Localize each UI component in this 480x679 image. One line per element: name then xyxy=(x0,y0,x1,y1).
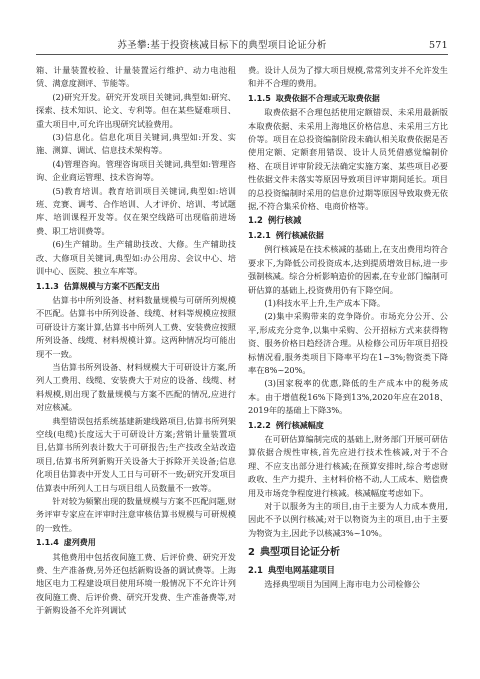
section-title: 虚列费用 xyxy=(63,538,96,548)
section-heading xyxy=(248,229,448,242)
paragraph: (2)研究开发。研究开发项目关键词,典型如:研究、探索、技术知识、论文、专利等。但在某些疑难项目、重大项目中,可允许出现研究试验费用。 xyxy=(36,91,236,129)
paragraph: 典型错误包括系统基建新建线路项目,估算书所列架空线(电缆)长度远大于可研设计方案;营销计量装置项目,估算书所列表计数大于可研报告;生产技改全站改造项目,估算书所列新购开关设备大于拆除开关设备;信息化项目估算表中开发人工日与可研不一致;研究开发项目估算表中所列人工日与项目组人员数量不一致等。 xyxy=(36,415,236,493)
section-heading xyxy=(248,214,448,227)
section-heading xyxy=(248,546,448,559)
section-title: 典型电网基建项目 xyxy=(267,564,335,575)
paragraph: 取费依据不合理包括使用定额错误、未采用最新版本取费依据、未采用上海地区价格信息、未采用三方比价等。项目在总投资编制阶段未确认相关取费依据是否使用定额、定额套用错误、设计人员凭借感觉编制价格、在项目评审阶段无法确定实施方案、某些项目必要性依据文件未落实等原因导致项目评审期间延长。项目的总投资编制时采用的信息价过期等原因导致取费无依据,不符合集采价格、电商价格等。 xyxy=(248,107,448,212)
paragraph: (4)管理咨询。管理咨询项目关键词,典型如:管理咨询、企业商运管理、技术咨询等。 xyxy=(36,158,236,183)
section-title: 例行核减幅度 xyxy=(275,420,324,430)
paragraph: 针对较为频繁出现的数量规模与方案不匹配问题,财务评审专家应在评审时注意审核估算书规模与可研规模的一致性。 xyxy=(36,496,236,533)
running-header xyxy=(36,34,448,55)
page-number: 571 xyxy=(428,40,448,51)
paragraph: 选择典型项目为国网上海市电力公司检修公 xyxy=(264,579,420,590)
paragraph: (1)科技水平上升,生产成本下降。 xyxy=(264,297,386,308)
section-heading xyxy=(36,536,236,549)
paragraph: 在可研估算编制完成的基础上,财务部门开展可研估算依据合规性审核,首先应进行技术性核减,对于不合理、不应支出部分进行核减;在预算安排时,综合考虑财政收、生产力提升、主材料价格不动,人工成本、赔偿费用及市场竞争程度进行核减。核减幅度考虑如下。 xyxy=(248,433,448,498)
section-number: 2 xyxy=(248,547,255,559)
section-number: 2.1 xyxy=(248,564,263,575)
paragraph: 对于以服务为主的项目,由于主要为人力成本费用,因此不予以例行核减;对于以物资为主的项目,由于主要为物资为主,因此予以核减3%~10%。 xyxy=(248,501,448,538)
section-heading xyxy=(36,280,236,293)
paragraph: 费。设计人员为了撑大项目规模,常常列支并不允许发生和并不合理的费用。 xyxy=(248,65,448,89)
section-number: 1.1.5 xyxy=(248,93,271,103)
paragraph: (6)生产辅助。生产辅助技改、大修。生产辅助技改、大修项目关键词,典型如:办公用房、会议中心、培训中心、医院、独立车库等。 xyxy=(36,239,236,277)
section-heading xyxy=(248,564,448,577)
section-number: 1.1.3 xyxy=(36,281,59,291)
paragraph: 当估算书所列设备、材料规模大于可研设计方案,所列人工费用、线缆、安装费大于对应的设备、线缆、材料规模,则出现了数量规模与方案不匹配的情况,应进行对应核减。 xyxy=(36,361,236,413)
section-number: 1.2.1 xyxy=(248,230,271,240)
section-title: 估算规模与方案不匹配支出 xyxy=(63,281,160,291)
section-title: 例行核减依据 xyxy=(275,230,324,240)
running-title: 苏圣攀:基于投资核减目标下的典型项目论证分析 xyxy=(117,40,327,51)
paragraph: 例行核减是在技术核减的基础上,在支出费用均符合要求下,为降低公司投资成本,达到提质增效目标,进一步强制核减。综合分析影响造价的因素,在专业部门编制可研估算的基础上,投资费用仍有下降空间。 xyxy=(248,244,448,295)
section-title: 取费依据不合理或无取费依据 xyxy=(275,93,380,103)
section-title: 例行核减 xyxy=(267,215,302,226)
section-heading xyxy=(248,419,448,432)
paragraph: (2)集中采购带来的竞争降价。市场充分公开、公平,形成充分竞争,以集中采购、公开招标方式来获得物资、服务价格日趋经济合理。从检修公司历年项目招投标情况看,服务类项目下降率平均在1~3%;物资类下降率在8%~20%。 xyxy=(248,311,448,375)
left-column xyxy=(36,64,236,618)
paragraph: (3)国家税率的优惠,降低的生产成本中的税务成本。由于增值税16%下降到13%,2020年应在2018、2019年的基础上下降3%。 xyxy=(248,378,448,416)
section-title: 典型项目论证分析 xyxy=(259,547,340,559)
section-number: 1.1.4 xyxy=(36,538,59,548)
right-column xyxy=(248,64,448,591)
section-number: 1.2 xyxy=(248,215,263,226)
paragraph: (5)教育培训。教育培训项目关键词,典型如:培训班、竞赛、调考、合作培训、人才评价、培训、考试题库、培训课程开发等。仅在架空线路可出现临前进场费、职工培训费等。 xyxy=(36,185,236,236)
paragraph: 箱、计量装置校验、计量装置运行维护、动力电池租赁、满意度测评、节能等。 xyxy=(36,65,236,89)
paragraph: (3)信息化。信息化项目关键词,典型如:开发、实施、测算、调试、信息技术架构等。 xyxy=(36,132,236,156)
section-heading xyxy=(248,92,448,105)
paragraph: 估算书中所列设备、材料数量规模与可研所列规模不匹配。估算书中所列设备、线缆、材料等规模应按照可研设计方案计算,估算书中所列人工费、安装费应按照所列设备、线缆、材料规模计算。这两种情况均可能出现不一致。 xyxy=(36,294,236,359)
paragraph: 其他费用中包括夜间施工费、后评价费、研究开发费、生产准备费,另外还包括新购设备的调试费等。上海地区电力工程建设项目使用环境一般情况下不允许计列夜间施工费、后评价费、研究开发费、生产准备费等,对于新购设备不允许列调试 xyxy=(36,551,236,616)
section-number: 1.2.2 xyxy=(248,420,271,430)
